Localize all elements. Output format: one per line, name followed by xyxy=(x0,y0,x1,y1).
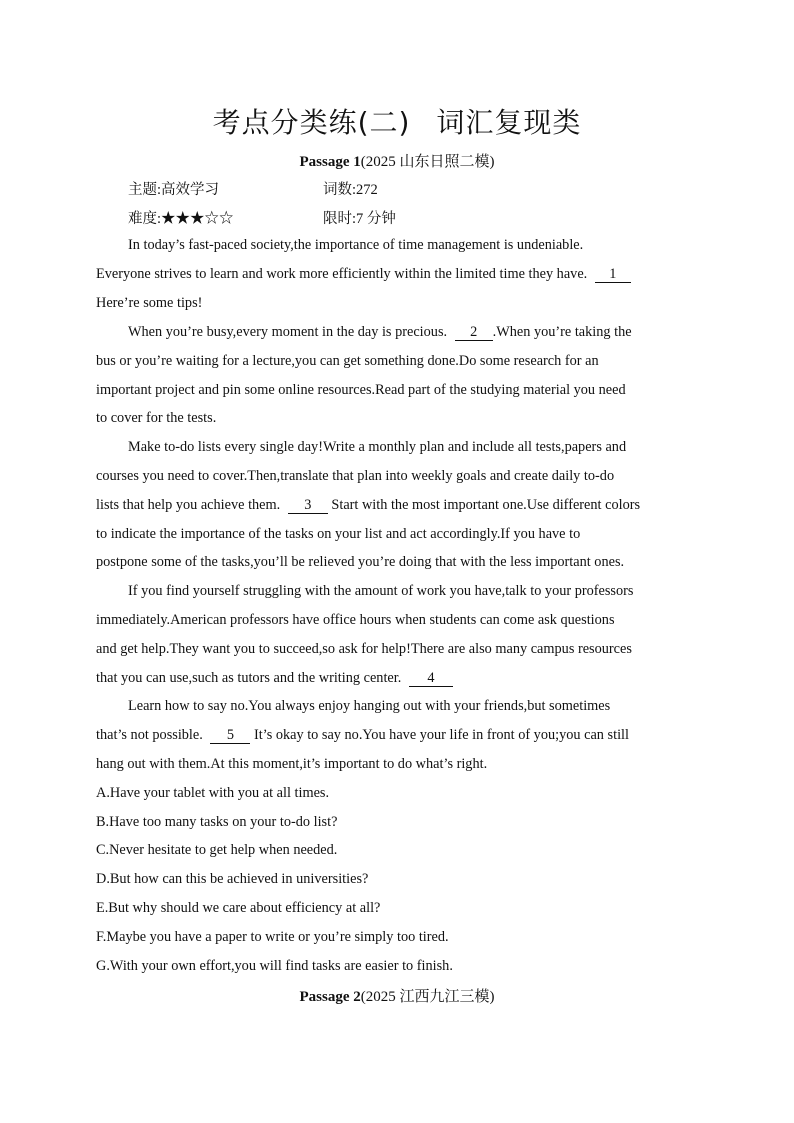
paragraph-4-line-1: If you find yourself struggling with the amount of work you have,talk to your professors xyxy=(128,583,634,599)
paragraph-2-line-1a: When you’re busy,every moment in the day is precious. xyxy=(128,324,448,340)
paragraph-2-line-2: bus or you’re waiting for a lecture,you can get something done.Do some research for an xyxy=(96,353,599,369)
word-count-label: 词数:272 xyxy=(323,182,378,198)
paragraph-3-line-3a: lists that help you achieve them. xyxy=(96,497,281,513)
paragraph-5-line-2b: It’s okay to say no.You have your life in front of you;you can still xyxy=(254,727,629,743)
option-d: D.But how can this be achieved in universities? xyxy=(96,871,369,887)
paragraph-3-line-3 xyxy=(96,497,696,514)
paragraph-3-line-1: Make to-do lists every single day!Write a monthly plan and include all tests,papers and xyxy=(128,439,627,455)
paragraph-2-line-1b: .When you’re taking the xyxy=(492,324,632,340)
option-f: F.Maybe you have a paper to write or you’re simply too tired. xyxy=(96,929,449,945)
blank-3[interactable]: 3 xyxy=(288,498,328,514)
time-limit-label: 限时:7 分钟 xyxy=(323,211,396,227)
paragraph-5-line-2 xyxy=(96,727,696,744)
passage-1-source: (2025 山东日照二模) xyxy=(360,154,495,170)
paragraph-1-line-2 xyxy=(96,266,696,283)
paragraph-3-line-3b: Start with the most important one.Use different colors xyxy=(331,497,641,513)
difficulty-label: 难度:★★★☆☆ xyxy=(128,211,234,227)
paragraph-3-line-5: postpone some of the tasks,you’ll be relieved you’re doing that with the less important ones. xyxy=(96,554,625,570)
paragraph-2-line-4: to cover for the tests. xyxy=(96,410,217,426)
paragraph-5-line-3: hang out with them.At this moment,it’s important to do what’s right. xyxy=(96,756,488,772)
option-e: E.But why should we care about efficiency at all? xyxy=(96,900,381,916)
paragraph-5-line-1: Learn how to say no.You always enjoy hanging out with your friends,but sometimes xyxy=(128,698,611,714)
paragraph-1-line-2-text: Everyone strives to learn and work more efficiently within the limited time they have. xyxy=(96,266,588,282)
title-right: 词汇复现类 xyxy=(436,106,582,139)
paragraph-3-line-4: to indicate the importance of the tasks on your list and act accordingly.If you have to xyxy=(96,526,581,542)
passage-2-label: Passage 2 xyxy=(299,989,361,1005)
topic-label: 主题:高效学习 xyxy=(128,182,220,198)
option-c: C.Never hesitate to get help when needed. xyxy=(96,842,338,858)
passage-1-label: Passage 1 xyxy=(299,154,361,170)
paragraph-4-line-3: and get help.They want you to succeed,so ask for help!There are also many campus resources xyxy=(96,641,632,657)
paragraph-3-line-2: courses you need to cover.Then,translate that plan into weekly goals and create daily to-do xyxy=(96,468,615,484)
blank-2[interactable]: 2 xyxy=(455,325,493,341)
option-g: G.With your own effort,you will find tasks are easier to finish. xyxy=(96,958,453,974)
paragraph-2-line-3: important project and pin some online resources.Read part of the studying material you need xyxy=(96,382,626,398)
title-left: 考点分类练(二) xyxy=(212,106,411,139)
paragraph-1-line-3: Here’re some tips! xyxy=(96,295,203,311)
option-b: B.Have too many tasks on your to-do list? xyxy=(96,814,338,830)
passage-1-heading xyxy=(0,150,794,171)
paragraph-4-line-2: immediately.American professors have office hours when students can come ask questions xyxy=(96,612,615,628)
paragraph-4-line-4 xyxy=(96,670,696,687)
passage-2-heading xyxy=(0,985,794,1006)
paragraph-5-line-2a: that’s not possible. xyxy=(96,727,203,743)
blank-5[interactable]: 5 xyxy=(210,728,250,744)
paragraph-2-line-1 xyxy=(128,324,694,341)
blank-4[interactable]: 4 xyxy=(409,671,453,687)
page-title xyxy=(0,101,794,141)
paragraph-4-line-4a: that you can use,such as tutors and the writing center. xyxy=(96,670,402,686)
blank-1[interactable]: 1 xyxy=(595,267,631,283)
paragraph-1-line-1: In today’s fast-paced society,the importance of time management is undeniable. xyxy=(128,237,584,253)
option-a: A.Have your tablet with you at all times. xyxy=(96,785,330,801)
passage-2-source: (2025 江西九江三模) xyxy=(360,989,495,1005)
